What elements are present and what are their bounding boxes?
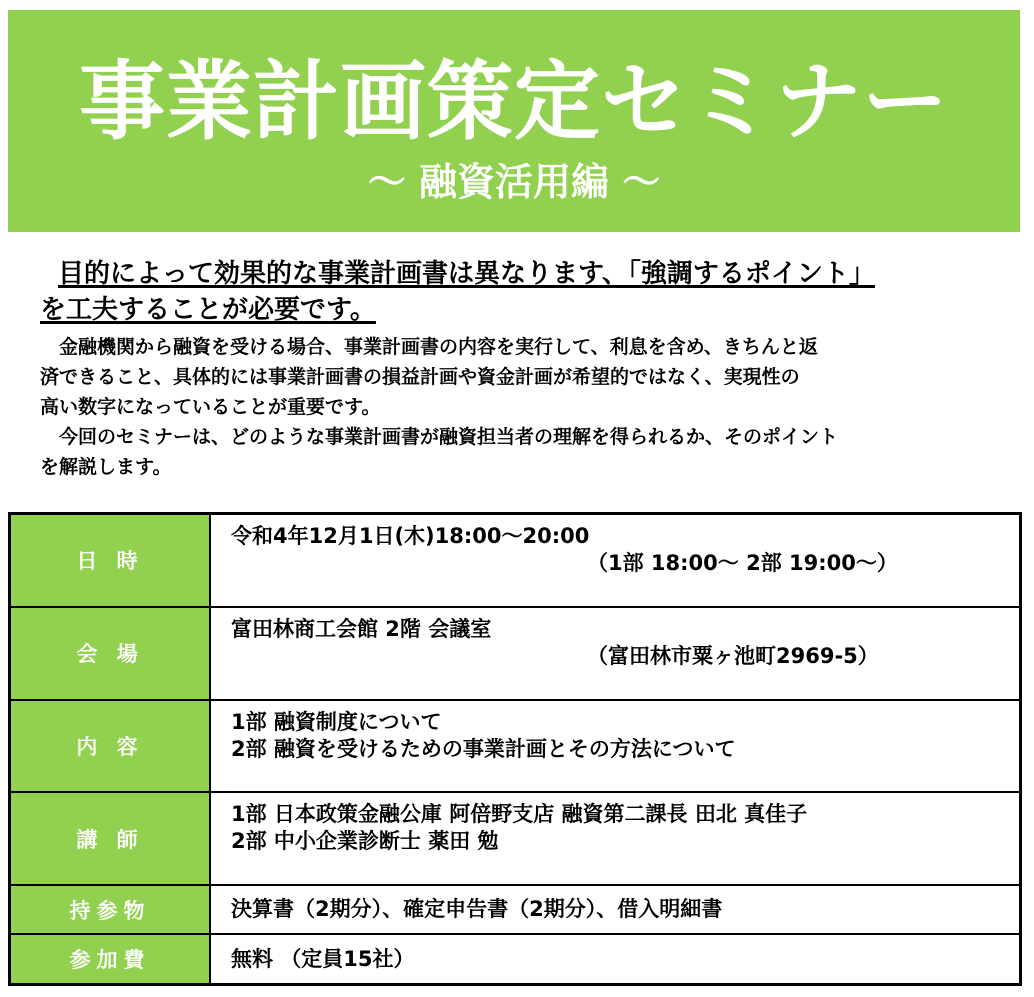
paragraph-line: 済できること、具体的には事業計画書の損益計画や資金計画が希望的ではなく、実現性の bbox=[40, 366, 800, 388]
value-content bbox=[210, 700, 1021, 793]
headline-line-2: を工夫することが必要です。 bbox=[40, 295, 376, 325]
table-row-venue bbox=[10, 607, 1021, 700]
venue-address: （富田林市粟ヶ池町2969-5） bbox=[587, 643, 879, 668]
label-datetime: 日 時 bbox=[10, 514, 211, 607]
datetime-parts: （1部 18:00～ 2部 19:00～） bbox=[587, 551, 898, 575]
label-items: 持参物 bbox=[10, 885, 211, 934]
content-part-1: 1部 融資制度について bbox=[231, 709, 442, 734]
lecturer-part-1: 1部 日本政策金融公庫 阿倍野支店 融資第二課長 田北 真佳子 bbox=[231, 802, 808, 827]
table-row-lecturer bbox=[10, 792, 1021, 885]
table-row-content bbox=[10, 700, 1021, 793]
label-lecturer: 講 師 bbox=[10, 792, 211, 885]
paragraph-line: 今回のセミナーは、どのような事業計画書が融資担当者の理解を得られるか、そのポイント bbox=[59, 426, 839, 448]
value-venue bbox=[210, 607, 1021, 700]
paragraph-line: を解説します。 bbox=[40, 456, 172, 478]
seminar-title: 事業計画策定セミナー bbox=[79, 52, 949, 152]
paragraph-line: 高い数字になっていることが重要です。 bbox=[40, 396, 381, 418]
intro-headline bbox=[40, 256, 980, 328]
label-venue: 会 場 bbox=[10, 607, 211, 700]
value-fee bbox=[210, 934, 1021, 984]
label-content: 内 容 bbox=[10, 700, 211, 793]
label-fee: 参加費 bbox=[10, 934, 211, 984]
headline-line-1: 目的によって効果的な事業計画書は異なります、「強調するポイント」 bbox=[58, 259, 875, 289]
value-items bbox=[210, 885, 1021, 934]
seminar-details-table bbox=[8, 512, 1022, 986]
table-row-datetime bbox=[10, 514, 1021, 607]
title-banner bbox=[8, 10, 1020, 232]
fee-text: 無料 （定員15社） bbox=[231, 946, 415, 971]
value-datetime bbox=[210, 514, 1021, 607]
paragraph-line: 金融機関から融資を受ける場合、事業計画書の内容を実行して、利息を含め、きちんと返 bbox=[59, 336, 818, 358]
datetime-main: 令和4年12月1日(木)18:00～20:00 bbox=[231, 524, 590, 548]
seminar-subtitle: ～ 融資活用編 ～ bbox=[367, 160, 661, 204]
intro-section bbox=[40, 256, 980, 482]
intro-paragraph-1 bbox=[40, 332, 980, 482]
value-lecturer bbox=[210, 792, 1021, 885]
venue-name: 富田林商工会館 2階 会議室 bbox=[231, 616, 492, 641]
table-row-items bbox=[10, 885, 1021, 934]
table-row-fee bbox=[10, 934, 1021, 984]
lecturer-part-2: 2部 中小企業診断士 薬田 勉 bbox=[231, 829, 499, 854]
content-part-2: 2部 融資を受けるための事業計画とその方法について bbox=[231, 736, 736, 761]
items-list: 決算書（2期分）、確定申告書（2期分）、借入明細書 bbox=[231, 897, 723, 922]
